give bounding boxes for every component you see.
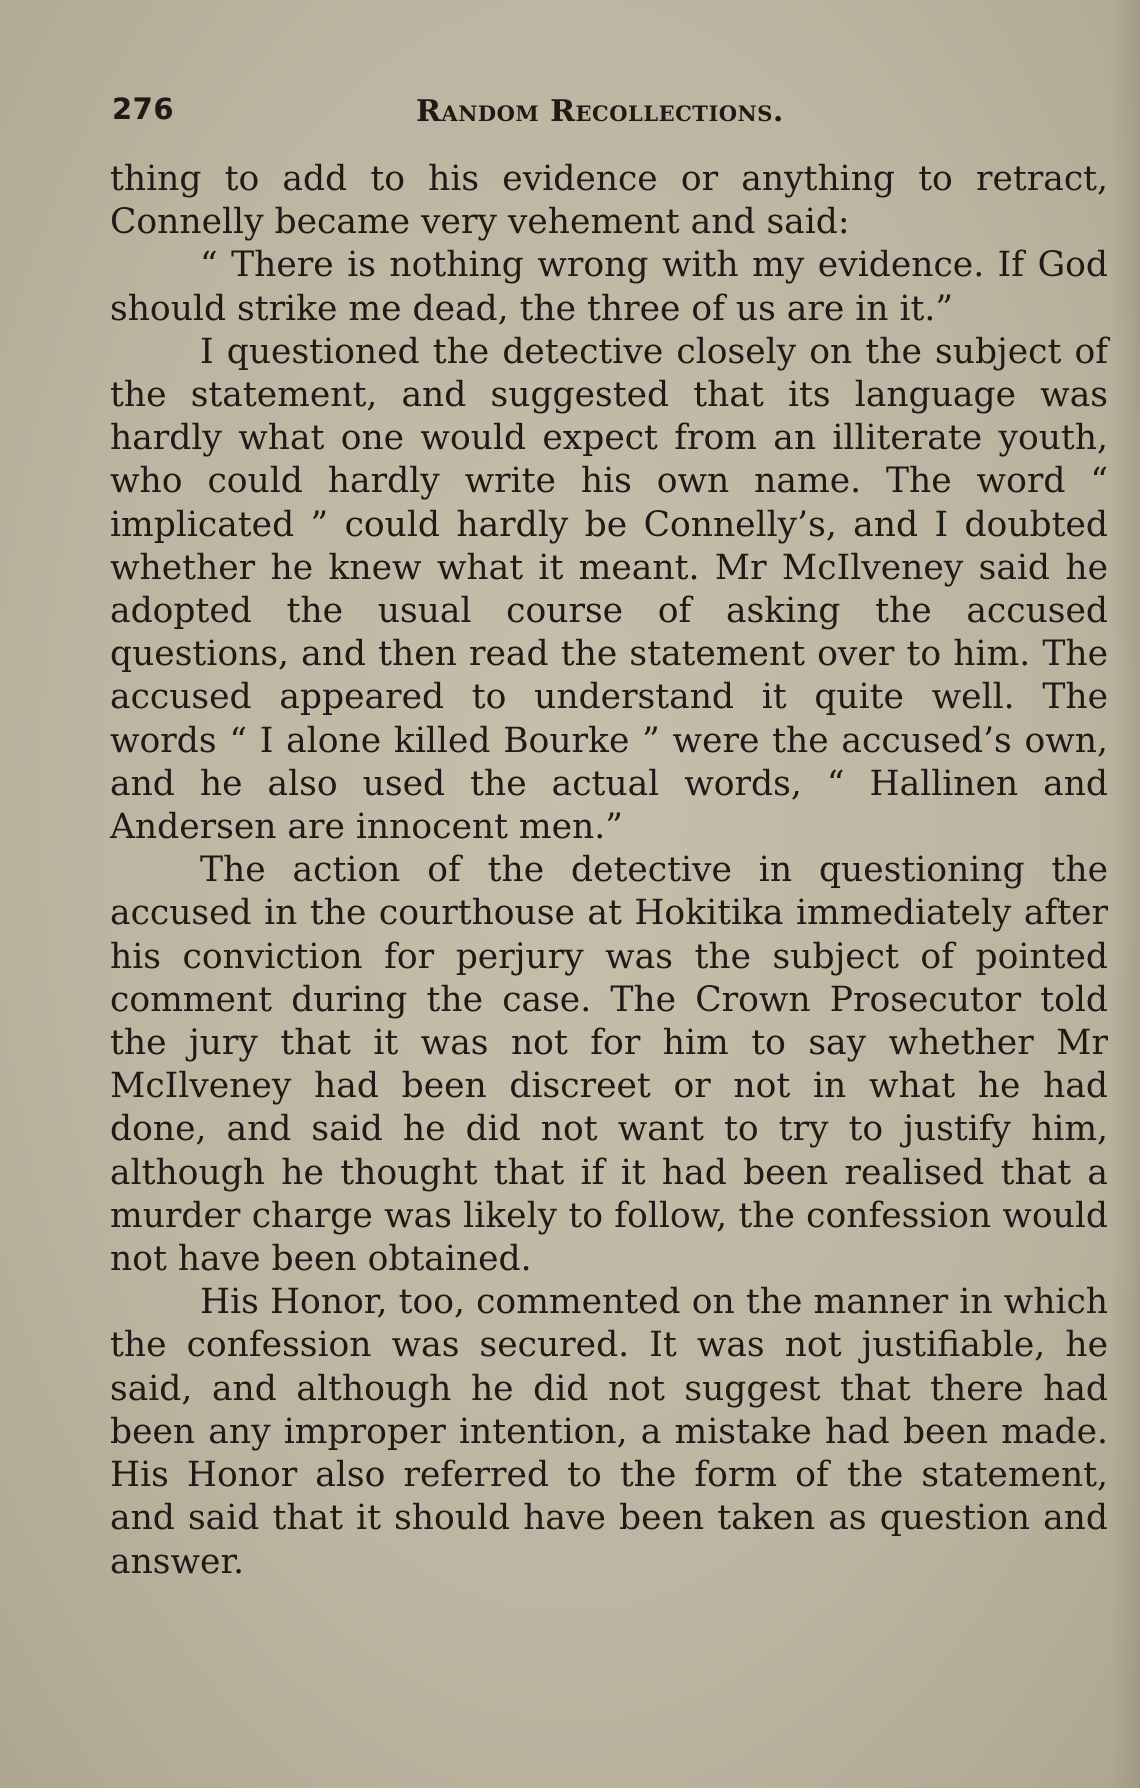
running-title: Random Recollections.: [416, 94, 784, 129]
paragraph-his-honor: His Honor, too, commented on the manner in which the confession was secured. It was not justifiable, he said, and although he did not suggest that there had been any improper intention, a mistake had been made. His Honor also referred to the form of the statement, and said that it should have been taken as question and answer.: [110, 1282, 1108, 1582]
page-header: [112, 92, 1112, 132]
paragraph-quote: “ There is nothing wrong with my evidence. If God should strike me dead, the three of us are in it.”: [110, 245, 1108, 329]
page-number: 276: [112, 92, 175, 126]
paragraph-continued: thing to add to his evidence or anything to retract, Connelly became very vehement and said:: [110, 159, 1108, 243]
page-edge-shadow: [1110, 0, 1140, 1788]
paragraph-action: The action of the detective in questioning the accused in the courthouse at Hokitika immediately after his conviction for perjury was the subject of pointed comment during the case. The Crown Prosecutor told the jury that it was not for him to say whether Mr McIlveney had been discreet or not in what he had done, and said he did not want to try to justify him, although he thought that if it had been realised that a murder charge was likely to follow, the confession would not have been obtained.: [110, 850, 1108, 1280]
paragraph-questioning: I questioned the detective closely on the subject of the statement, and suggested that its language was hardly what one would expect from an illiterate youth, who could hardly write his own name. The word “ implicated ” could hardly be Connelly’s, and I doubted whether he knew what it meant. Mr McIlveney said he adopted the usual course of asking the accused questions, and then read the statement over to him. The accused appeared to understand it quite well. The words “ I alone killed Bourke ” were the accused’s own, and he also used the actual words, “ Hallinen and Andersen are innocent men.”: [110, 331, 1108, 848]
body-text: [110, 158, 1108, 1584]
